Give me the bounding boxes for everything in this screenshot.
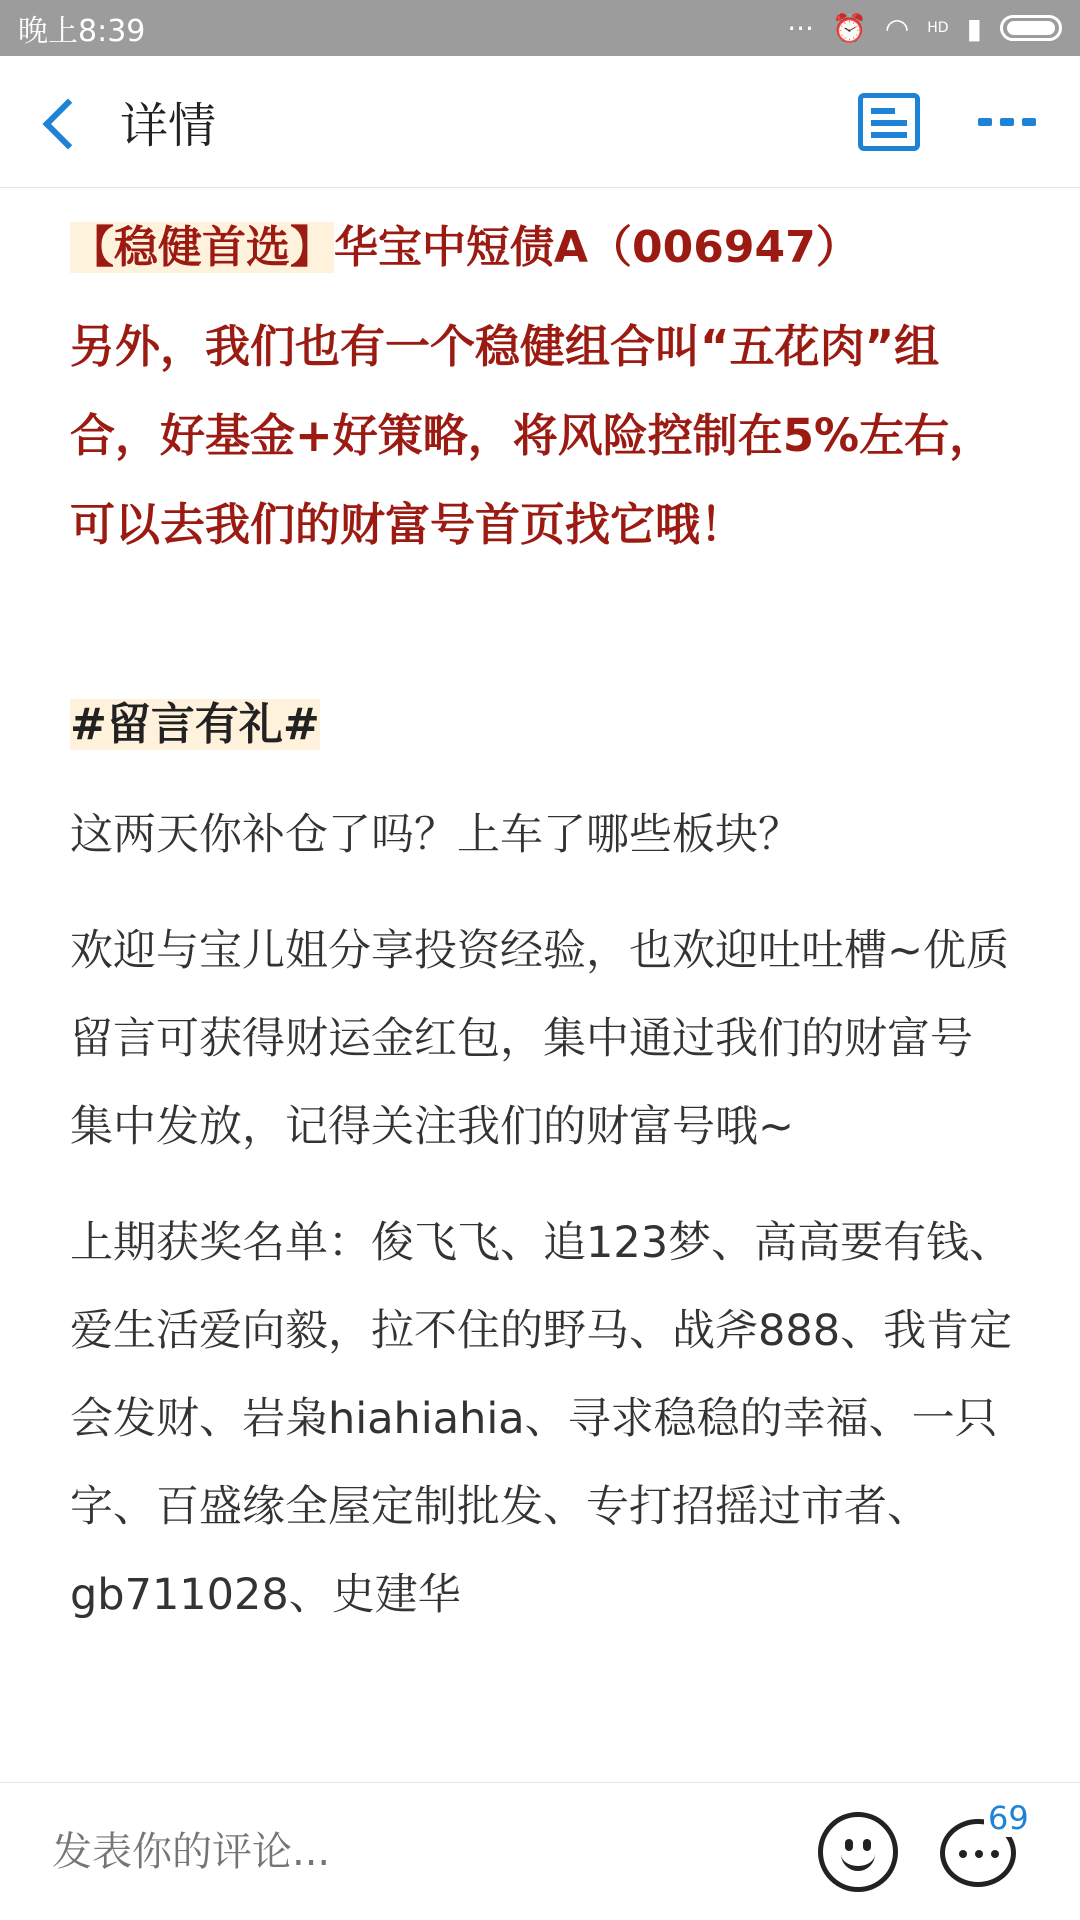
paragraph-question: 这两天你补仓了吗？上车了哪些板块？ bbox=[70, 810, 801, 860]
promo-text: 另外，我们也有一个稳健组合叫“五花肉”组合，好基金+好策略，将风险控制在5%左右，可以去我们的财富号首页找它哦！ bbox=[70, 320, 995, 551]
status-time: 晚上8:39 bbox=[18, 14, 146, 49]
comment-bar bbox=[0, 1782, 1080, 1920]
article-content bbox=[70, 188, 1015, 1639]
wifi-icon: ◠ bbox=[884, 11, 910, 45]
hd-label: HD bbox=[927, 20, 949, 36]
article-headline bbox=[70, 218, 1015, 278]
signal-icon: ▮ bbox=[966, 11, 982, 45]
comment-count: 69 bbox=[984, 1799, 1033, 1837]
section-title bbox=[70, 693, 1015, 757]
back-icon[interactable] bbox=[36, 94, 92, 150]
comments-button[interactable] bbox=[940, 1798, 1029, 1893]
nav-bar bbox=[0, 56, 1080, 188]
alarm-icon: ⏰ bbox=[831, 11, 867, 45]
more-dots-icon: ··· bbox=[787, 11, 814, 45]
comment-input[interactable] bbox=[52, 1829, 818, 1875]
page-title: 详情 bbox=[120, 98, 217, 154]
paragraph-welcome: 欢迎与宝儿姐分享投资经验，也欢迎吐吐槽~优质留言可获得财运金红包，集中通过我们的财富号集中发放，记得关注我们的财富号哦~ bbox=[70, 926, 1010, 1152]
more-options-icon[interactable] bbox=[978, 118, 1036, 126]
section-title-text: #留言有礼# bbox=[70, 699, 320, 750]
article-view-icon[interactable] bbox=[858, 93, 920, 151]
emoji-icon[interactable] bbox=[818, 1812, 898, 1892]
status-bar bbox=[0, 0, 1080, 56]
headline-fund: 华宝中短债A（006947） bbox=[334, 222, 860, 273]
paragraph-winners: 上期获奖名单：俊飞飞、追123梦、高高要有钱、爱生活爱向毅，拉不住的野马、战斧888、我肯定会发财、岩枭hiahiahia、寻求稳稳的幸福、一只字、百盛缘全屋定制批发、专打招摇过市者、gb711028、史建华 bbox=[70, 1218, 1013, 1620]
battery-icon bbox=[1000, 15, 1062, 41]
status-icons bbox=[787, 12, 1062, 45]
headline-tag: 【稳健首选】 bbox=[70, 222, 334, 273]
